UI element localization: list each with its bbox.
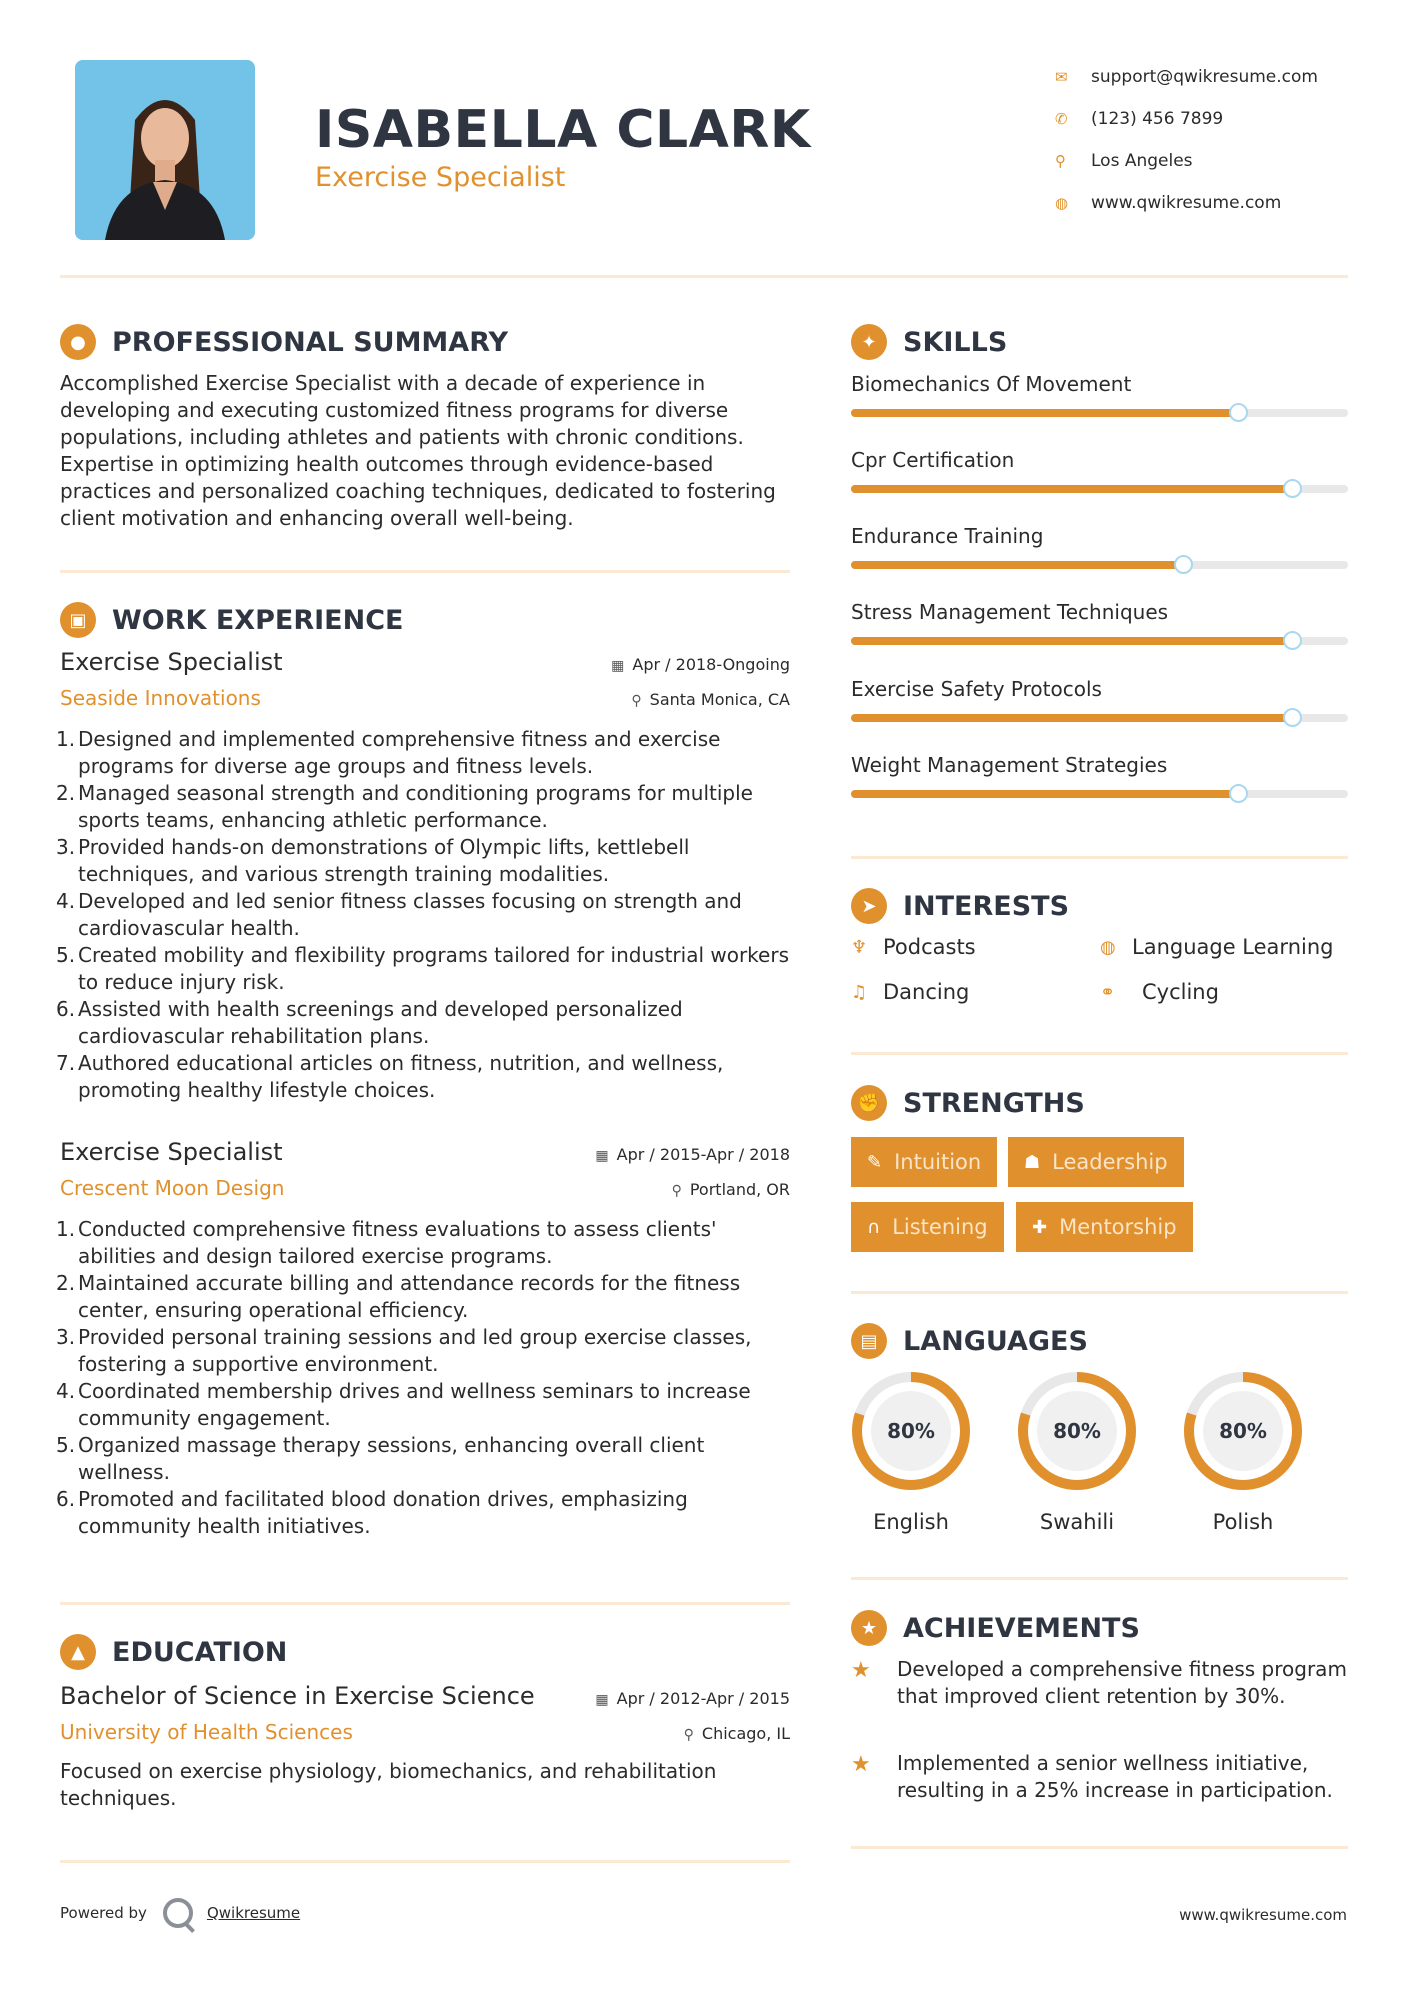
list-item: 4. Developed and led senior fitness classes focusing on strength and cardiovascular health. bbox=[56, 889, 742, 940]
paper-plane-icon: ➤ bbox=[851, 888, 887, 924]
skill-bar bbox=[851, 637, 1348, 645]
fist-icon: ✊ bbox=[851, 1085, 887, 1121]
language-percent: 80% bbox=[887, 1419, 935, 1443]
education-heading: ▲ EDUCATION bbox=[60, 1634, 287, 1670]
job-company: Seaside Innovations bbox=[60, 686, 261, 710]
skill-knob bbox=[1283, 631, 1302, 650]
list-item: 4. Coordinated membership drives and wellness seminars to increase community engagement. bbox=[56, 1379, 751, 1430]
language-item bbox=[850, 1370, 972, 1534]
achievements-heading: ★ ACHIEVEMENTS bbox=[851, 1610, 1140, 1646]
list-item: 5. Created mobility and flexibility programs tailored for industrial workers to reduce injury risk. bbox=[56, 943, 789, 994]
strength-badge: ✎ Intuition bbox=[851, 1137, 997, 1187]
job-duties bbox=[56, 726, 790, 1104]
star-icon: ★ bbox=[851, 1658, 871, 1683]
summary-heading: ● PROFESSIONAL SUMMARY bbox=[60, 324, 508, 360]
education-description: Focused on exercise physiology, biomechanics, and rehabilitation techniques. bbox=[60, 1759, 717, 1810]
language-card-icon: ▤ bbox=[851, 1323, 887, 1359]
skill-knob bbox=[1174, 555, 1193, 574]
achievements-divider bbox=[851, 1846, 1348, 1849]
list-item: 6. Promoted and facilitated blood donation drives, emphasizing community health initiatives. bbox=[56, 1487, 688, 1538]
language-name: Swahili bbox=[1039, 1510, 1115, 1534]
profile-photo bbox=[75, 60, 255, 240]
education-meta: ▦ Apr / 2012-Apr / 2015 ⚲ Chicago, IL bbox=[595, 1689, 790, 1743]
strength-badge: ✚ Mentorship bbox=[1016, 1202, 1193, 1252]
footer-powered-by: Powered by Qwikresume bbox=[60, 1898, 300, 1928]
briefcase-icon: ▣ bbox=[60, 602, 96, 638]
degree: Bachelor of Science in Exercise Science bbox=[60, 1682, 535, 1710]
skill-fill bbox=[851, 409, 1239, 417]
interest-item: ♆ Podcasts bbox=[851, 935, 976, 959]
language-item bbox=[1182, 1370, 1304, 1534]
language-percent: 80% bbox=[1219, 1419, 1267, 1443]
list-item: 7. Authored educational articles on fitness, nutrition, and wellness, promoting healthy lifestyle choices. bbox=[56, 1051, 724, 1102]
skill-fill bbox=[851, 714, 1293, 722]
list-item: 3. Provided hands-on demonstrations of Olympic lifts, kettlebell techniques, and various strength training modalities. bbox=[56, 835, 690, 886]
microphone-icon: ♆ bbox=[851, 936, 868, 958]
job-meta: ▦ Apr / 2015-Apr / 2018 ⚲ Portland, OR bbox=[595, 1145, 790, 1199]
map-pin-icon: ⚲ bbox=[1055, 152, 1066, 170]
skill-bar bbox=[851, 790, 1348, 798]
achievement-item: ★ Implemented a senior wellness initiative, resulting in a 25% increase in participation. bbox=[851, 1751, 1333, 1802]
list-item: 2. Managed seasonal strength and conditioning programs for multiple sports teams, enhancing athletic performance. bbox=[56, 781, 753, 832]
user-icon: ● bbox=[60, 324, 96, 360]
job-duties bbox=[56, 1216, 790, 1540]
list-item: 2. Maintained accurate billing and attendance records for the fitness center, ensuring operational efficiency. bbox=[56, 1271, 741, 1322]
work-divider bbox=[60, 1602, 790, 1605]
bicycle-icon: ⚭ bbox=[1100, 981, 1116, 1003]
skill-knob bbox=[1283, 708, 1302, 727]
language-item bbox=[1016, 1370, 1138, 1534]
language-name: English bbox=[873, 1510, 949, 1534]
education-divider bbox=[60, 1860, 790, 1863]
headphones-icon: ∩ bbox=[867, 1216, 881, 1238]
contact-list bbox=[1055, 56, 1318, 224]
job-company: Crescent Moon Design bbox=[60, 1176, 285, 1200]
skill-item: Weight Management Strategies bbox=[851, 753, 1348, 777]
skill-knob bbox=[1229, 403, 1248, 422]
phone-icon: ✆ bbox=[1055, 110, 1068, 128]
list-item: 3. Provided personal training sessions and led group exercise classes, fostering a supportive environment. bbox=[56, 1325, 752, 1376]
calendar-icon: ▦ bbox=[611, 658, 625, 674]
music-note-icon: ♫ bbox=[851, 981, 868, 1003]
skill-item: Exercise Safety Protocols bbox=[851, 677, 1348, 701]
language-name: Polish bbox=[1212, 1510, 1274, 1534]
skill-item: Stress Management Techniques bbox=[851, 600, 1348, 624]
list-item: 5. Organized massage therapy sessions, enhancing overall client wellness. bbox=[56, 1433, 705, 1484]
skill-item: Cpr Certification bbox=[851, 448, 1348, 472]
languages-divider bbox=[851, 1577, 1348, 1580]
star-icon: ★ bbox=[851, 1752, 871, 1777]
skill-bar bbox=[851, 561, 1348, 569]
contact-location: ⚲ Los Angeles bbox=[1055, 151, 1193, 171]
pin-icon: ⚲ bbox=[683, 1727, 694, 1743]
interests-divider bbox=[851, 1052, 1348, 1055]
skill-item: Endurance Training bbox=[851, 524, 1348, 548]
strength-badge: ∩ Listening bbox=[851, 1202, 1004, 1252]
skill-fill bbox=[851, 561, 1184, 569]
graduation-cap-icon: ▲ bbox=[60, 1634, 96, 1670]
contact-website[interactable]: ◍ www.qwikresume.com bbox=[1055, 193, 1282, 213]
header-divider bbox=[60, 275, 1348, 278]
job-entry bbox=[56, 1138, 790, 1540]
languages-heading: ▤ LANGUAGES bbox=[851, 1323, 1088, 1359]
skill-bar bbox=[851, 409, 1348, 417]
skill-knob bbox=[1283, 479, 1302, 498]
users-icon: ☗ bbox=[1024, 1151, 1041, 1173]
skill-bar bbox=[851, 714, 1348, 722]
pin-icon: ⚲ bbox=[671, 1183, 682, 1199]
list-item: 1. Conducted comprehensive fitness evaluations to assess clients' abilities and design tailored exercise programs. bbox=[56, 1217, 717, 1268]
contact-email[interactable]: ✉ support@qwikresume.com bbox=[1055, 67, 1318, 87]
envelope-icon: ✉ bbox=[1055, 68, 1068, 86]
skill-fill bbox=[851, 637, 1293, 645]
skill-fill bbox=[851, 790, 1239, 798]
user-plus-icon: ✚ bbox=[1032, 1216, 1048, 1238]
list-item: 1. Designed and implemented comprehensive fitness and exercise programs for diverse age groups and fitness levels. bbox=[56, 727, 721, 778]
globe-icon: ◍ bbox=[1055, 194, 1069, 212]
skill-fill bbox=[851, 485, 1293, 493]
pin-icon: ⚲ bbox=[631, 693, 642, 709]
skill-item: Biomechanics Of Movement bbox=[851, 372, 1348, 396]
qwikresume-logo-icon bbox=[163, 1898, 193, 1928]
job-meta: ▦ Apr / 2018-Ongoing ⚲ Santa Monica, CA bbox=[611, 655, 790, 709]
interests-heading: ➤ INTERESTS bbox=[851, 888, 1069, 924]
star-badge-icon: ★ bbox=[851, 1610, 887, 1646]
language-percent: 80% bbox=[1053, 1419, 1101, 1443]
interest-item: ♫ Dancing bbox=[851, 980, 970, 1004]
footer-brand-link[interactable]: Qwikresume bbox=[206, 1904, 301, 1922]
achievement-item: ★ Developed a comprehensive fitness program that improved client retention by 30%. bbox=[851, 1657, 1347, 1708]
work-heading: ▣ WORK EXPERIENCE bbox=[60, 602, 403, 638]
globe-icon: ◍ bbox=[1100, 936, 1116, 958]
lightbulb-icon: ✦ bbox=[851, 324, 887, 360]
footer-website[interactable]: www.qwikresume.com bbox=[1179, 1906, 1347, 1924]
skill-bar bbox=[851, 485, 1348, 493]
skills-divider bbox=[851, 856, 1348, 859]
contact-phone[interactable]: ✆ (123) 456 7899 bbox=[1055, 109, 1224, 129]
summary-divider bbox=[60, 570, 790, 573]
summary-text: Accomplished Exercise Specialist with a decade of experience in developing and executing customized fitness programs for diverse populations, including athletes and patients with chronic conditions. Expertise in optimizing health outcomes through evidence-based practices and personalized coaching techniques, dedicated to fostering client motivation and enhancing overall well-being. bbox=[60, 371, 776, 530]
list-item: 6. Assisted with health screenings and developed personalized cardiovascular rehabilitation plans. bbox=[56, 997, 683, 1048]
job-role: Exercise Specialist bbox=[60, 648, 283, 676]
candidate-title: Exercise Specialist bbox=[315, 162, 566, 193]
skills-heading: ✦ SKILLS bbox=[851, 324, 1007, 360]
candidate-name: ISABELLA CLARK bbox=[315, 100, 811, 160]
strength-badge: ☗ Leadership bbox=[1008, 1137, 1184, 1187]
calendar-icon: ▦ bbox=[595, 1148, 609, 1164]
job-entry bbox=[56, 648, 790, 1104]
interest-item: ◍ Language Learning bbox=[1100, 935, 1334, 959]
skill-knob bbox=[1229, 784, 1248, 803]
job-role: Exercise Specialist bbox=[60, 1138, 283, 1166]
interest-item: ⚭ Cycling bbox=[1100, 980, 1219, 1004]
strengths-divider bbox=[851, 1291, 1348, 1294]
strengths-heading: ✊ STRENGTHS bbox=[851, 1085, 1085, 1121]
school: University of Health Sciences bbox=[60, 1720, 353, 1744]
calendar-icon: ▦ bbox=[595, 1692, 609, 1708]
magic-wand-icon: ✎ bbox=[867, 1151, 883, 1173]
education-entry bbox=[60, 1682, 790, 1812]
portrait-image bbox=[75, 60, 255, 240]
